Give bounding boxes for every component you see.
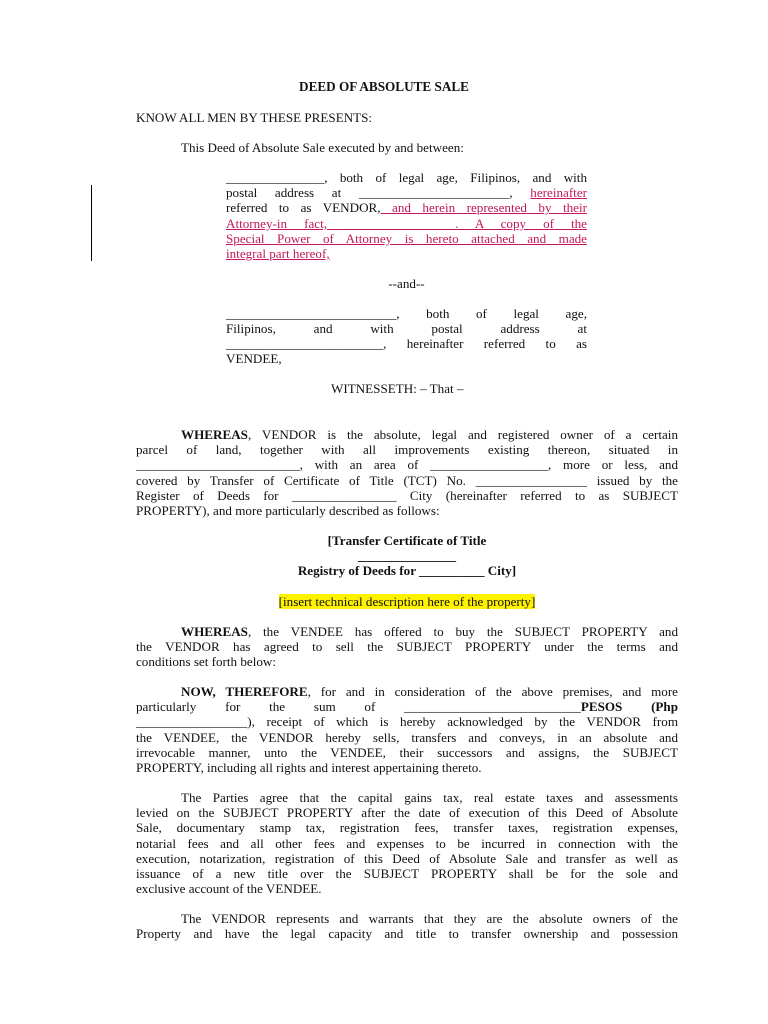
vendor-line-1: _______________, both of legal age, Filipinos, and with xyxy=(226,170,587,185)
highlighted-placeholder: [insert technical description here of the property] xyxy=(278,594,536,609)
represents-line-2: Property and have the legal capacity and title to transfer ownership and possession xyxy=(136,926,678,942)
vendor-line-4: Attorney-in fact, _________________. A copy of the xyxy=(226,215,587,231)
whereas-2-line-3: conditions set forth below: xyxy=(136,654,277,669)
parties-line-3: Sale, documentary stamp tax, registration fees, transfer taxes, registration expenses, xyxy=(136,820,678,836)
now-line-2: particularly for the sum of ___________________________PESOS (Php xyxy=(136,699,678,715)
revision-change-bar xyxy=(91,185,92,261)
parties-paragraph xyxy=(136,790,678,881)
vendee-line-3: ________________________, hereinafter referred to as xyxy=(226,336,587,352)
whereas-1-paragraph xyxy=(136,427,678,503)
now-line-3: _________________), receipt of which is hereby acknowledged by the VENDOR from xyxy=(136,714,678,730)
parties-line-7: exclusive account of the VENDEE. xyxy=(136,881,322,896)
parties-line-5: execution, notarization, registration of this Deed of Absolute Sale and transfer as well as xyxy=(136,850,678,866)
tracked-insert: hereinafter xyxy=(530,185,587,201)
whereas-2-paragraph xyxy=(136,624,678,654)
witnesseth-line: WITNESSETH: – That – xyxy=(331,381,464,396)
represents-paragraph xyxy=(136,911,678,941)
vendee-line-4: VENDEE, xyxy=(226,351,282,366)
whereas-1-line-1: WHEREAS, VENDOR is the absolute, legal and registered owner of a certain xyxy=(181,427,678,442)
now-line-4: the VENDEE, the VENDOR hereby sells, transfers and conveys, in an absolute and xyxy=(136,729,678,745)
whereas-1-line-4: covered by Transfer of Certificate of Title (TCT) No. _________________ issued by the xyxy=(136,472,678,488)
vendor-block xyxy=(226,170,587,246)
vendor-line-2: postal address at _______________________, hereinafter xyxy=(226,185,587,201)
tct-block xyxy=(136,533,678,579)
executed-line: This Deed of Absolute Sale executed by and between: xyxy=(181,140,464,155)
whereas-2-line-2: the VENDOR has agreed to sell the SUBJECT PROPERTY under the terms and xyxy=(136,639,678,655)
intro-line: KNOW ALL MEN BY THESE PRESENTS: xyxy=(136,110,373,125)
whereas-1-line-5: Register of Deeds for ________________ City (hereinafter referred to as SUBJECT xyxy=(136,487,678,503)
vendor-line-5: Special Power of Attorney is hereto attached and made xyxy=(226,230,587,246)
document-title: DEED OF ABSOLUTE SALE xyxy=(299,79,469,94)
vendee-line-2: Filipinos, and with postal address at xyxy=(226,321,587,337)
now-therefore-paragraph xyxy=(136,684,678,760)
tct-line-1: [Transfer Certificate of Title xyxy=(327,533,487,548)
parties-line-4: notarial fees and all other fees and expenses to be incurred in connection with the xyxy=(136,835,678,851)
now-line-5: irrevocable manner, unto the VENDEE, their successors and assigns, the SUBJECT xyxy=(136,744,678,760)
now-line-6: PROPERTY, including all rights and interest appertaining thereto. xyxy=(136,760,482,775)
now-line-1: NOW, THEREFORE, for and in consideration of the above premises, and more xyxy=(181,684,678,699)
whereas-1-line-6: PROPERTY), and more particularly described as follows: xyxy=(136,503,440,518)
whereas-2-line-1: WHEREAS, the VENDEE has offered to buy the SUBJECT PROPERTY and xyxy=(181,624,678,639)
parties-line-2: levied on the SUBJECT PROPERTY after the date of execution of this Deed of Absolute xyxy=(136,805,678,821)
and-separator: --and-- xyxy=(388,276,425,291)
parties-line-6: issuance of a new title over the SUBJECT PROPERTY shall be for the sole and xyxy=(136,866,678,882)
whereas-1-line-2: parcel of land, together with all improvements existing thereon, situated in xyxy=(136,442,678,458)
vendee-block xyxy=(226,306,587,352)
vendee-line-1: __________________________, both of legal age, xyxy=(226,306,587,321)
vendor-line-6: integral part hereof, xyxy=(226,246,330,261)
tracked-insert: and herein represented by their xyxy=(380,200,587,216)
vendor-line-3: referred to as VENDOR, and herein represented by their xyxy=(226,200,587,216)
whereas-1-line-3: _________________________, with an area of __________________, more or less, and xyxy=(136,457,678,473)
insert-technical-description xyxy=(136,594,678,609)
parties-line-1: The Parties agree that the capital gains tax, real estate taxes and assessments xyxy=(181,790,678,805)
tct-line-2: _______________ xyxy=(357,548,457,564)
represents-line-1: The VENDOR represents and warrants that they are the absolute owners of the xyxy=(181,911,678,926)
tct-line-3: Registry of Deeds for __________ City] xyxy=(297,563,517,579)
